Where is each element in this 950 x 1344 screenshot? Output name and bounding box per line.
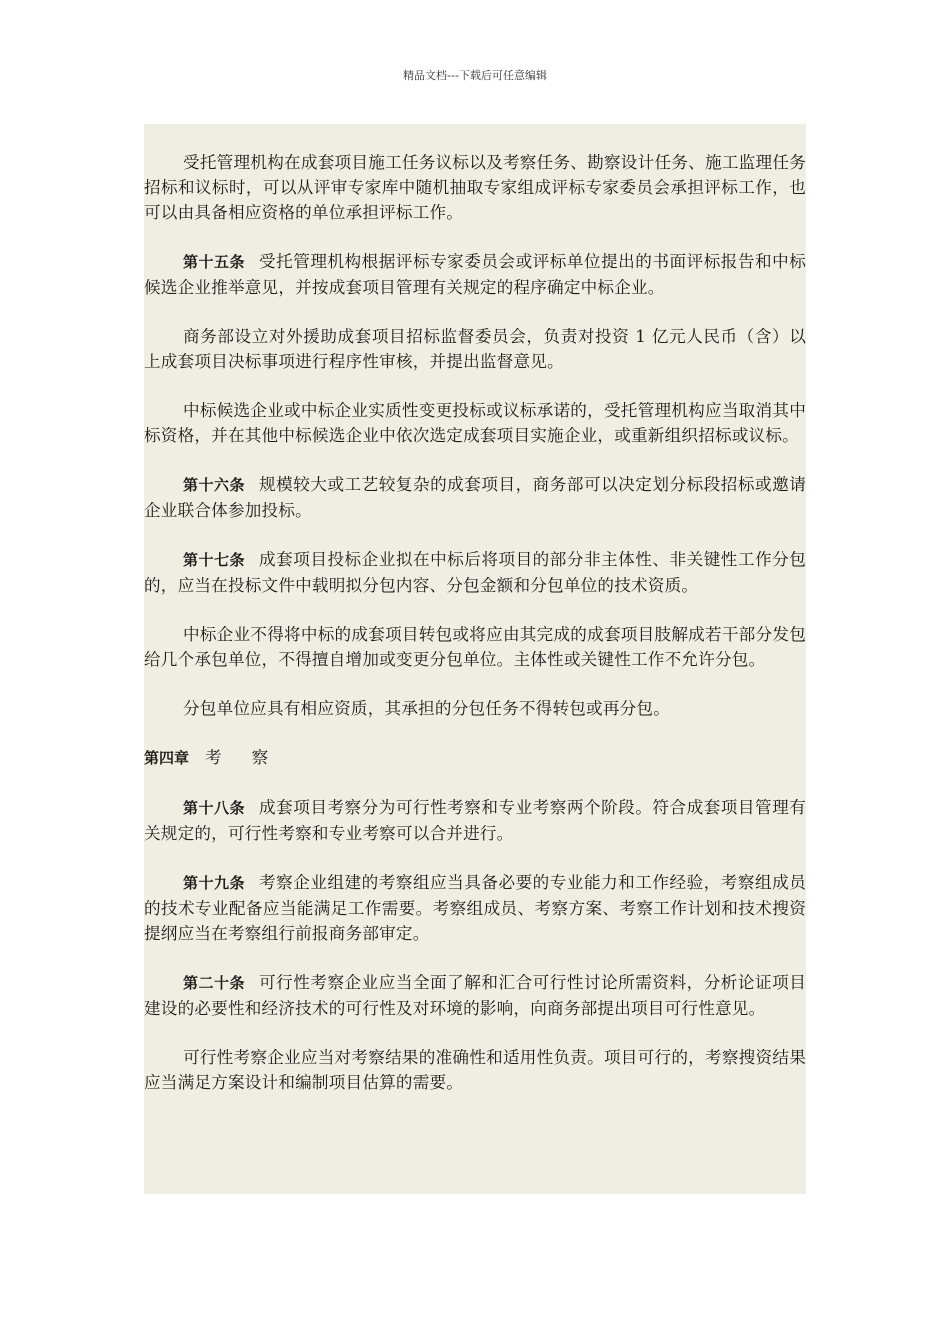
article-number: 第十七条 bbox=[183, 551, 246, 569]
paragraph-text: 成套项目投标企业拟在中标后将项目的部分非主体性、非关键性工作分包的，应当在投标文件中载明拟分包内容、分包金额和分包单位的技术资质。 bbox=[144, 550, 806, 595]
article-number: 第二十条 bbox=[183, 974, 246, 992]
chapter-number: 第四章 bbox=[144, 749, 190, 767]
article-number: 第十六条 bbox=[183, 476, 246, 494]
paragraph bbox=[144, 1045, 806, 1095]
paragraph-text: 成套项目考察分为可行性考察和专业考察两个阶段。符合成套项目管理有关规定的，可行性考察和专业考察可以合并进行。 bbox=[144, 798, 806, 843]
page-header: 精品文档---下载后可任意编辑 bbox=[403, 69, 547, 82]
paragraph bbox=[144, 249, 806, 300]
paragraph bbox=[144, 324, 806, 374]
paragraph-text: 分包单位应具有相应资质，其承担的分包任务不得转包或再分包。 bbox=[183, 699, 671, 718]
article-number: 第十五条 bbox=[183, 253, 246, 271]
paragraph bbox=[144, 970, 806, 1021]
paragraph bbox=[144, 870, 806, 946]
paragraph bbox=[144, 547, 806, 598]
paragraph bbox=[144, 472, 806, 523]
paragraph-text: 受托管理机构根据评标专家委员会或评标单位提出的书面评标报告和中标候选企业推举意见，并按成套项目管理有关规定的程序确定中标企业。 bbox=[144, 252, 806, 297]
paragraph bbox=[144, 795, 806, 846]
chapter-heading bbox=[144, 745, 806, 771]
document-body bbox=[144, 124, 806, 1194]
paragraph-text: 可行性考察企业应当对考察结果的准确性和适用性负责。项目可行的，考察搜资结果应当满足方案设计和编制项目估算的需要。 bbox=[144, 1048, 806, 1092]
paragraph-group-1 bbox=[144, 150, 806, 721]
paragraph-text: 规模较大或工艺较复杂的成套项目，商务部可以决定划分标段招标或邀请企业联合体参加投标。 bbox=[144, 475, 806, 520]
article-number: 第十九条 bbox=[183, 874, 246, 892]
paragraph-text: 考察企业组建的考察组应当具备必要的专业能力和工作经验，考察组成员的技术专业配备应当能满足工作需要。考察组成员、考察方案、考察工作计划和技术搜资提纲应当在考察组行前报商务部审定。 bbox=[144, 873, 806, 943]
chapter-title: 考察 bbox=[205, 748, 299, 767]
paragraph bbox=[144, 398, 806, 448]
paragraph-text: 中标候选企业或中标企业实质性变更投标或议标承诺的，受托管理机构应当取消其中标资格，并在其他中标候选企业中依次选定成套项目实施企业，或重新组织招标或议标。 bbox=[144, 401, 806, 445]
paragraph-text: 商务部设立对外援助成套项目招标监督委员会，负责对投资 1 亿元人民币（含）以上成套项目决标事项进行程序性审核，并提出监督意见。 bbox=[144, 327, 806, 371]
paragraph-text: 受托管理机构在成套项目施工任务议标以及考察任务、勘察设计任务、施工监理任务招标和议标时，可以从评审专家库中随机抽取专家组成评标专家委员会承担评标工作，也可以由具备相应资格的单位承担评标工作。 bbox=[144, 153, 806, 222]
paragraph-group-2 bbox=[144, 795, 806, 1095]
paragraph bbox=[144, 696, 806, 721]
paragraph-text: 可行性考察企业应当全面了解和汇合可行性讨论所需资料，分析论证项目建设的必要性和经济技术的可行性及对环境的影响，向商务部提出项目可行性意见。 bbox=[144, 973, 806, 1018]
paragraph-text: 中标企业不得将中标的成套项目转包或将应由其完成的成套项目肢解成若干部分发包给几个承包单位，不得擅自增加或变更分包单位。主体性或关键性工作不允许分包。 bbox=[144, 625, 806, 669]
paragraph bbox=[144, 150, 806, 225]
paragraph bbox=[144, 622, 806, 672]
article-number: 第十八条 bbox=[183, 799, 246, 817]
